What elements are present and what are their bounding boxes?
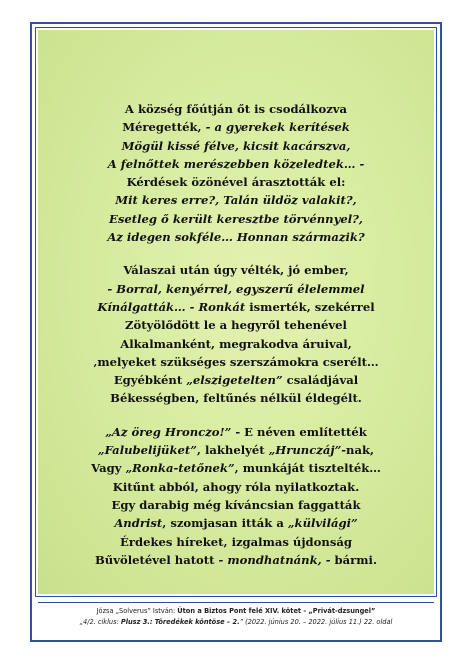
poem-text: , munkáját tisztelték…: [234, 461, 381, 476]
stanza: [38, 423, 434, 569]
poem-line: [38, 353, 434, 371]
poem-text: „külvilági”: [287, 516, 358, 531]
poem-line: [38, 100, 434, 118]
poem-line: [38, 137, 434, 155]
poem-text: Válaszai után úgy vélték, jó ember,: [123, 263, 349, 278]
poem-text: „Az öreg Hronczo!”: [105, 424, 232, 439]
poem-line: [38, 459, 434, 477]
poem-text: , szomjasan itták a: [162, 516, 288, 531]
footer-text: Józsa „Solverus” István:: [96, 607, 178, 615]
poem-text: családjával: [282, 373, 359, 388]
poem-text: ismerték, szekérrel: [245, 299, 375, 314]
poem-body: [38, 100, 434, 584]
poem-line: [38, 210, 434, 228]
poem-text: Békességben, feltűnés nélkül éldegélt.: [110, 391, 362, 406]
footer-text: ” (2022. június 20. – 2022. július 11.) 22. oldal: [239, 618, 393, 626]
poem-text: Méregették,: [122, 120, 206, 135]
poem-text: , lakhelyét: [196, 443, 269, 458]
poem-text: bármi.: [330, 552, 377, 567]
poem-line: [38, 261, 434, 279]
stanza: [38, 100, 434, 246]
poem-text: mondhatnánk, -: [227, 552, 331, 567]
poem-line: [38, 155, 434, 173]
poem-text: A felnőttek merészebben közeledtek… -: [107, 156, 365, 171]
poem-text: „elszigetelten”: [186, 373, 283, 388]
poem-line: [38, 191, 434, 209]
poem-text: - E néven említették: [231, 424, 367, 439]
poem-line: [38, 118, 434, 136]
poem-line: [38, 280, 434, 298]
poem-text: „Hrunczáj”: [268, 443, 342, 458]
poem-line: [38, 371, 434, 389]
poem-text: Egy darabig még kíváncsian faggatták: [111, 497, 361, 512]
poem-line: [38, 533, 434, 551]
footer-line: [38, 606, 434, 617]
poem-line: [38, 551, 434, 569]
footer-line: [38, 617, 434, 628]
poem-line: [38, 496, 434, 514]
poem-text: Zötyölődött le a hegyről tehenével: [125, 318, 347, 333]
poem-text: Andrist: [114, 516, 163, 531]
poem-text: Mögül kissé félve, kicsit kacárszva,: [121, 138, 351, 153]
poem-text: Kínálgatták… - Ronkát: [97, 299, 246, 314]
poem-line: [38, 389, 434, 407]
poem-text: Alkalmanként, megrakodva áruival,: [120, 336, 352, 351]
poem-line: [38, 298, 434, 316]
poem-text: Esetleg ő került keresztbe törvénnyel?,: [109, 211, 363, 226]
footer-text: „4/2. ciklus:: [79, 618, 121, 626]
poem-text: - a gyerekek kerítések: [205, 120, 350, 135]
poem-line: [38, 441, 434, 459]
poem-line: [38, 228, 434, 246]
poem-line: [38, 316, 434, 334]
footer-text: Plusz 3.: Töredékek köntöse – 2.: [120, 618, 240, 626]
page-footer: [38, 606, 434, 628]
poem-text: „Ronka-tetőnek”: [125, 461, 235, 476]
poem-line: [38, 478, 434, 496]
poem-text: ‚melyeket szükséges szerszámokra cserélt…: [93, 354, 379, 369]
poem-text: Egyébként: [113, 373, 187, 388]
footer-divider: [38, 602, 434, 603]
poem-text: „Falubelijüket”: [97, 443, 197, 458]
poem-text: Az idegen sokféle… Honnan származik?: [107, 230, 365, 245]
poem-text: Vagy: [91, 461, 126, 476]
poem-text: Érdekes híreket, izgalmas újdonság: [120, 534, 352, 549]
stanza: [38, 261, 434, 407]
poem-text: A község főútján őt is csodálkozva: [124, 102, 348, 116]
poem-text: Kérdések özönével árasztották el:: [126, 175, 346, 190]
poem-text: - Borral, kenyérrel, egyszerű élelemmel: [107, 281, 365, 296]
poem-line: [38, 514, 434, 532]
poem-text: Kitűnt abból, ahogy róla nyilatkoztak.: [112, 479, 360, 494]
poem-line: [38, 423, 434, 441]
poem-text: Bűvöletével hatott -: [95, 552, 228, 567]
poem-text: Mit keres erre?, Talán üldöz valakit?,: [115, 193, 357, 208]
poem-text: -nak,: [341, 443, 375, 458]
poem-line: [38, 173, 434, 191]
poem-line: [38, 335, 434, 353]
footer-text: Úton a Biztos Pont felé XIV. kötet - „Privát-dzsungel”: [177, 607, 376, 615]
